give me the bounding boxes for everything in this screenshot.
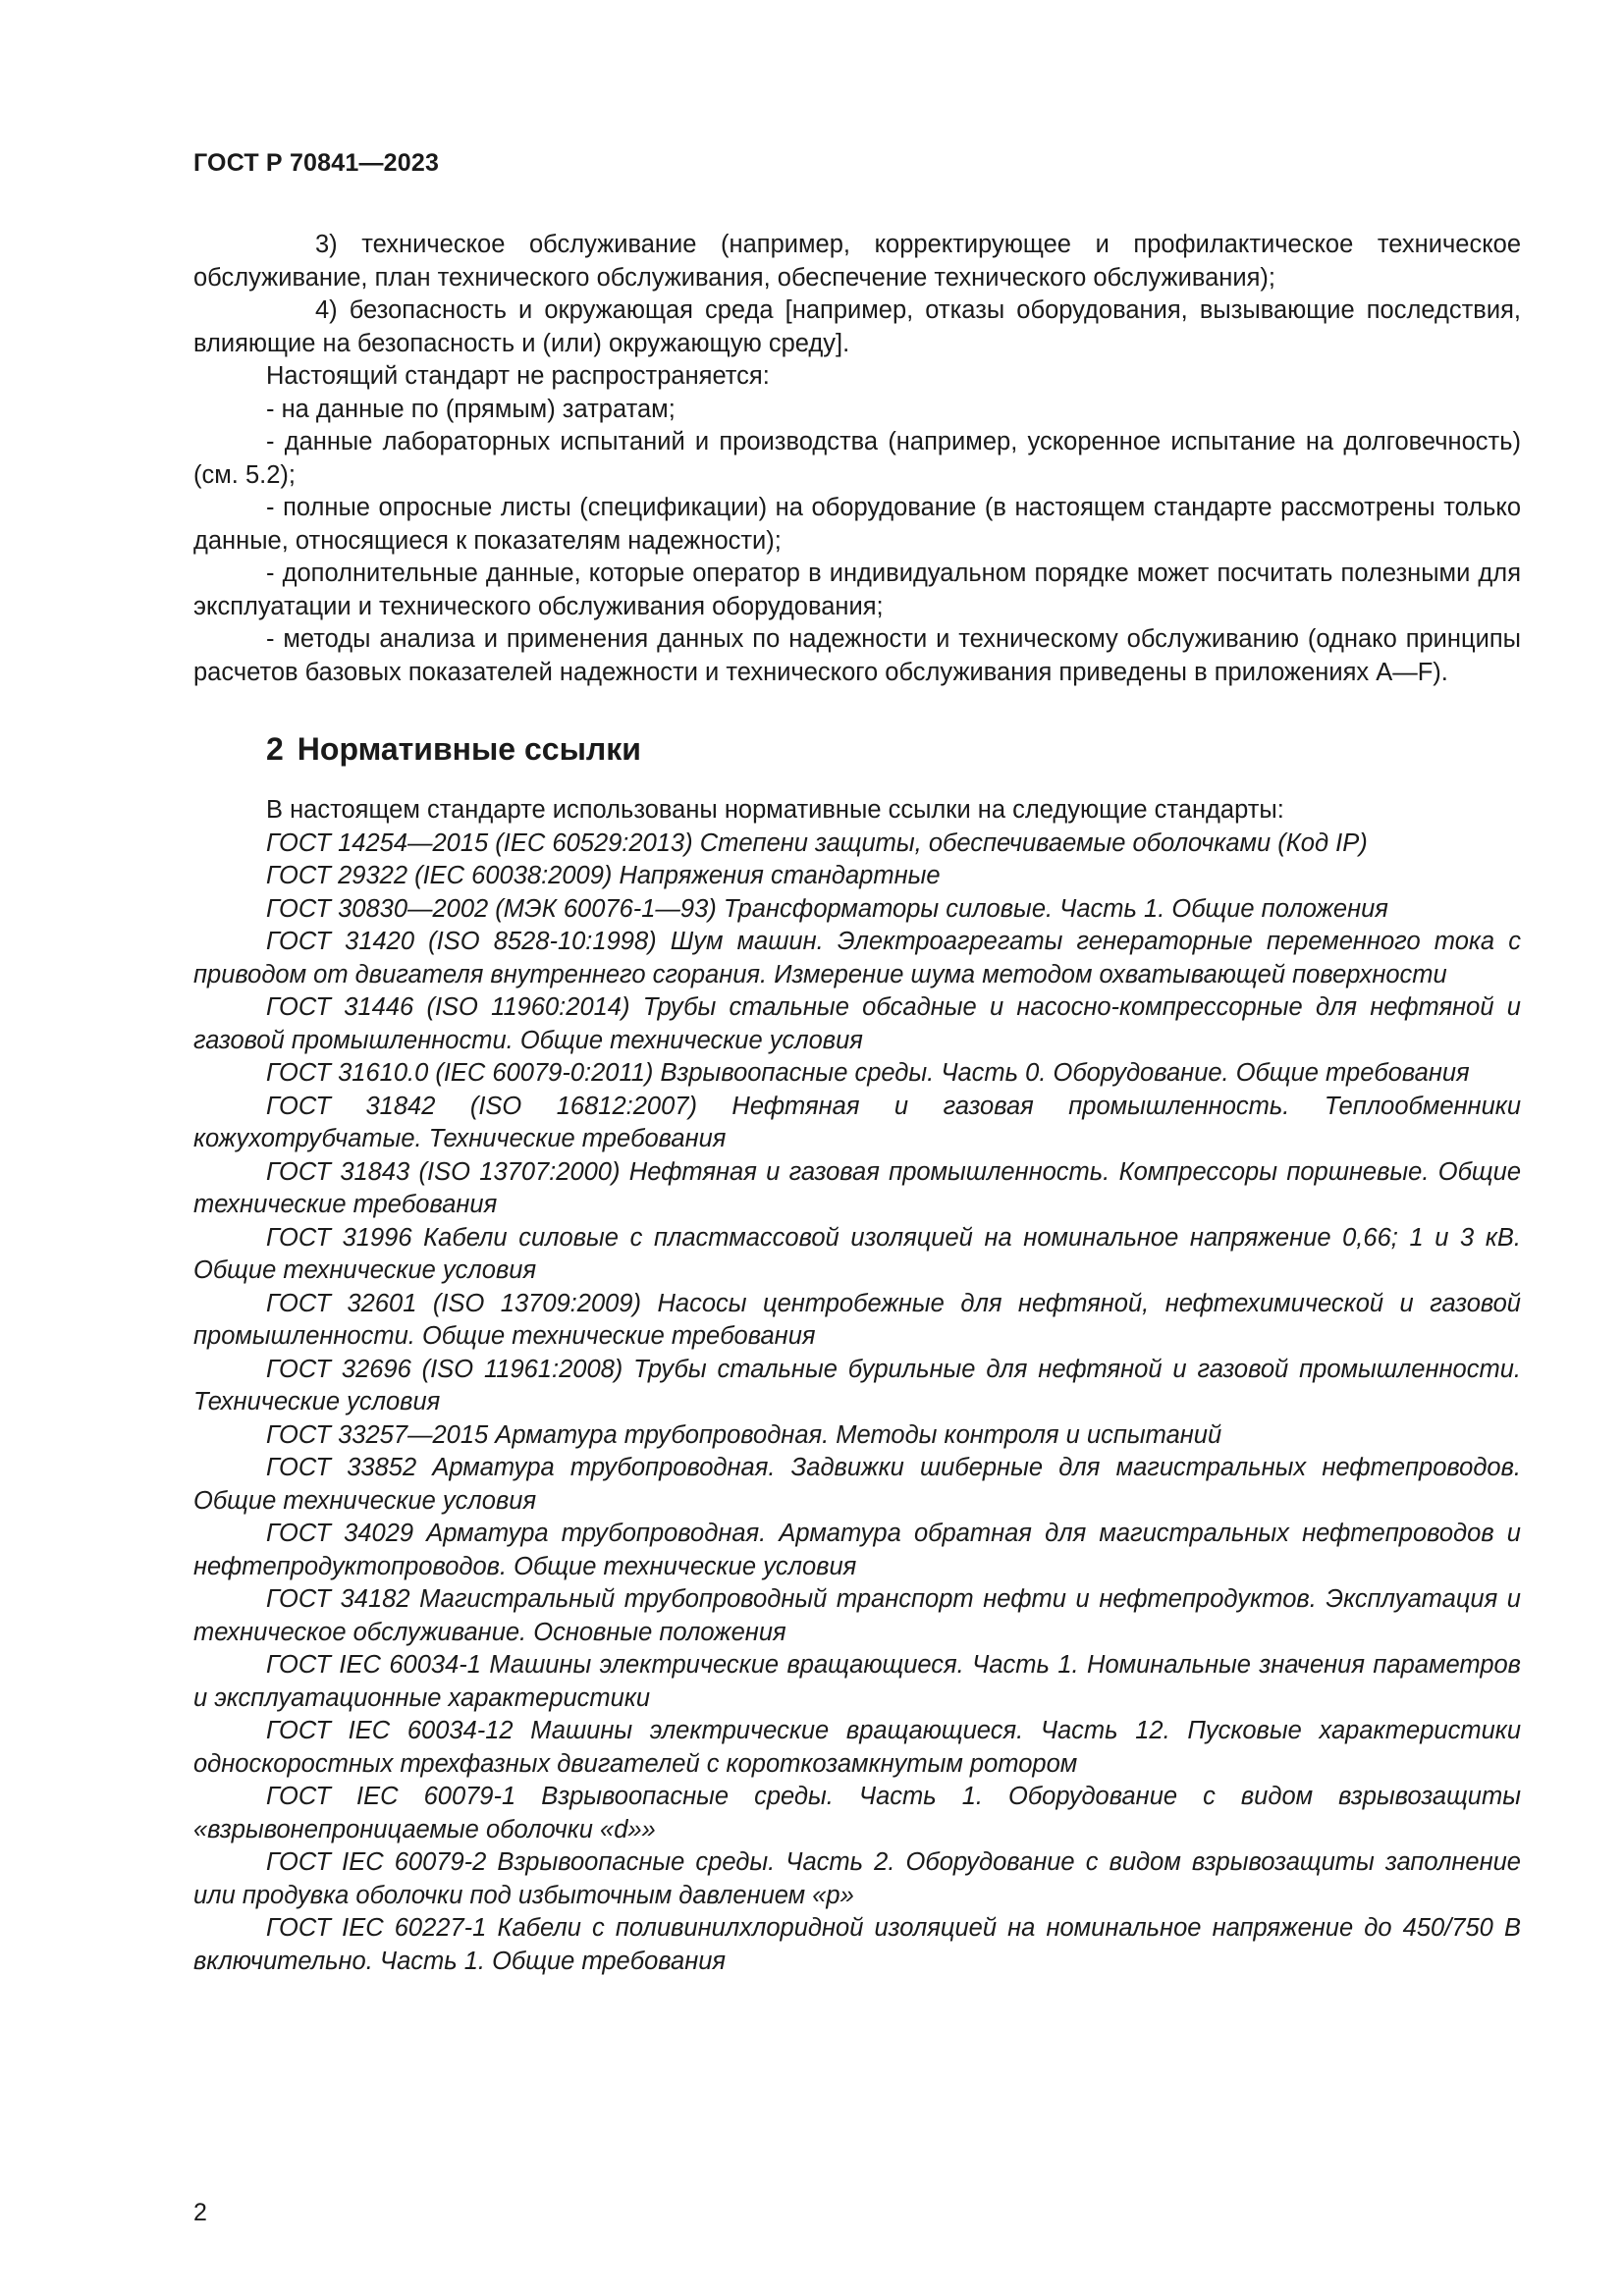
normative-reference: ГОСТ 33257—2015 Арматура трубопроводная. Методы контроля и испытаний bbox=[266, 1420, 1222, 1449]
normative-reference: ГОСТ 33852 Арматура трубопроводная. Задвижки шиберные для магистральных нефтепроводов. Общие технические условия bbox=[193, 1454, 1521, 1515]
normative-reference: ГОСТ 34182 Магистральный трубопроводный транспорт нефти и нефтепродуктов. Эксплуатация и техническое обслуживание. Основные положения bbox=[193, 1585, 1521, 1646]
normative-reference: ГОСТ IEC 60034-12 Машины электрические вращающиеся. Часть 12. Пусковые характеристики односкоростных трехфазных двигателей с короткозамкнутым ротором bbox=[193, 1717, 1521, 1778]
section-number: 2 bbox=[266, 731, 284, 767]
normative-reference: ГОСТ 31843 (ISO 13707:2000) Нефтяная и газовая промышленность. Компрессоры поршневые. Общие технические требования bbox=[193, 1157, 1521, 1218]
exclusion-item: - полные опросные листы (спецификации) на оборудование (в настоящем стандарте рассмотрены только данные, относящиеся к показателям надежности); bbox=[193, 494, 1521, 555]
running-header: ГОСТ Р 70841—2023 bbox=[193, 149, 440, 177]
normative-reference: ГОСТ 29322 (IEC 60038:2009) Напряжения стандартные bbox=[266, 862, 941, 889]
normative-reference: ГОСТ IEC 60079-2 Взрывоопасные среды. Часть 2. Оборудование с видом взрывозащиты заполнение или продувка оболочки под избыточным давлением «p» bbox=[193, 1848, 1521, 1909]
exclusion-item: - данные лабораторных испытаний и производства (например, ускоренное испытание на долговечность) (см. 5.2); bbox=[193, 428, 1521, 489]
normative-reference: ГОСТ 31842 (ISO 16812:2007) Нефтяная и газовая промышленность. Теплообменники кожухотрубчатые. Технические требования bbox=[193, 1092, 1521, 1152]
normative-reference: ГОСТ IEC 60079-1 Взрывоопасные среды. Часть 1. Оборудование с видом взрывозащиты «взрывонепроницаемые оболочки «d»» bbox=[193, 1783, 1521, 1843]
scope-item-4: 4) безопасность и окружающая среда [например, отказы оборудования, вызывающие последствия, влияющие на безопасность и (или) окружающую среду]. bbox=[193, 296, 1521, 357]
normative-reference: ГОСТ 34029 Арматура трубопроводная. Арматура обратная для магистральных нефтепроводов и нефтепродуктопроводов. Общие технические условия bbox=[193, 1520, 1521, 1580]
section-title: Нормативные ссылки bbox=[297, 731, 641, 767]
section-heading bbox=[266, 730, 1521, 768]
normative-reference: ГОСТ 31996 Кабели силовые с пластмассовой изоляцией на номинальное напряжение 0,66; 1 и 3 кВ. Общие технические условия bbox=[193, 1223, 1521, 1284]
exclusion-item: - на данные по (прямым) затратам; bbox=[266, 395, 676, 423]
normative-reference: ГОСТ 30830—2002 (МЭК 60076-1—93) Трансформаторы силовые. Часть 1. Общие положения bbox=[266, 894, 1388, 923]
not-applicable-intro: Настоящий стандарт не распространяется: bbox=[266, 362, 770, 390]
normative-reference: ГОСТ 31610.0 (IEC 60079-0:2011) Взрывоопасные среды. Часть 0. Оборудование. Общие требования bbox=[266, 1059, 1470, 1087]
exclusion-item: - дополнительные данные, которые оператор в индивидуальном порядке может посчитать полезными для эксплуатации и технического обслуживания оборудования; bbox=[193, 560, 1521, 620]
document-page bbox=[193, 0, 1521, 2296]
normative-reference: ГОСТ IEC 60034-1 Машины электрические вращающиеся. Часть 1. Номинальные значения параметров и эксплуатационные характеристики bbox=[193, 1651, 1521, 1712]
normative-reference: ГОСТ 31420 (ISO 8528-10:1998) Шум машин. Электроагрегаты генераторные переменного тока с приводом от двигателя внутреннего сгорания. Измерение шума методом охватывающей поверхности bbox=[193, 928, 1521, 988]
page-content bbox=[193, 229, 1521, 1978]
page-number: 2 bbox=[193, 2199, 207, 2226]
normative-reference: ГОСТ 14254—2015 (IEC 60529:2013) Степени защиты, обеспечиваемые оболочками (Код IP) bbox=[266, 828, 1368, 857]
normative-reference: ГОСТ 32696 (ISO 11961:2008) Трубы стальные бурильные для нефтяной и газовой промышленности. Технические условия bbox=[193, 1355, 1521, 1415]
references-intro: В настоящем стандарте использованы нормативные ссылки на следующие стандарты: bbox=[266, 796, 1284, 824]
normative-reference: ГОСТ 32601 (ISO 13709:2009) Насосы центробежные для нефтяной, нефтехимической и газовой промышленности. Общие технические требования bbox=[193, 1289, 1521, 1350]
normative-reference: ГОСТ IEC 60227-1 Кабели с поливинилхлоридной изоляцией на номинальное напряжение до 450/750 В включительно. Часть 1. Общие требования bbox=[193, 1914, 1521, 1975]
normative-reference: ГОСТ 31446 (ISO 11960:2014) Трубы стальные обсадные и насосно-компрессорные для нефтяной и газовой промышленности. Общие технические условия bbox=[193, 993, 1521, 1054]
scope-item-3: 3) техническое обслуживание (например, корректирующее и профилактическое техническое обслуживание, план технического обслуживания, обеспечение технического обслуживания); bbox=[193, 231, 1521, 292]
exclusion-item: - методы анализа и применения данных по надежности и техническому обслуживанию (однако принципы расчетов базовых показателей надежности и технического обслуживания приведены в приложениях A—F). bbox=[193, 625, 1521, 686]
